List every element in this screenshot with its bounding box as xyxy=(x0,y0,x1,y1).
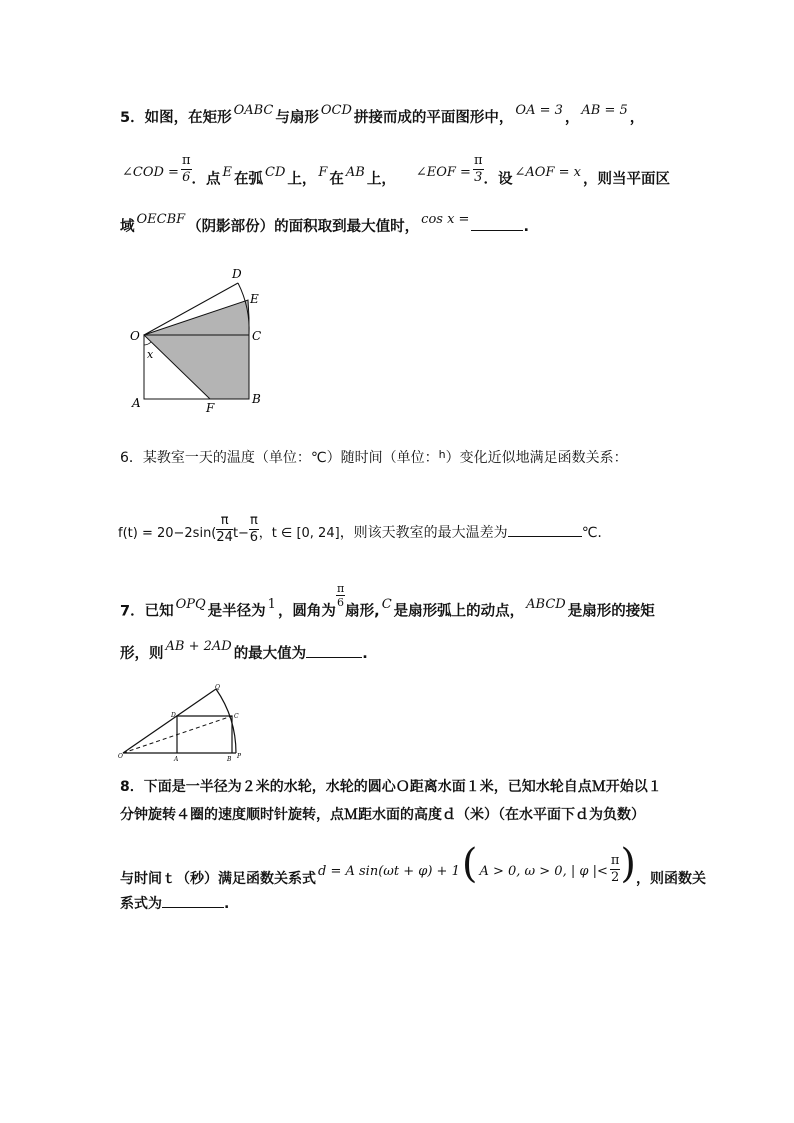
q7-text: . xyxy=(362,646,368,662)
label-Q: Q xyxy=(215,684,220,691)
answer-blank[interactable] xyxy=(471,216,523,231)
line-oq xyxy=(123,689,216,753)
math-cond: A > 0, ω > 0, | φ |< xyxy=(479,864,608,879)
frac-num: π xyxy=(181,153,191,168)
q5-text: ，则当平面区 xyxy=(582,171,670,188)
cond-paren-close: ) xyxy=(620,841,637,887)
q5-text: 拼接而成的平面图形中， xyxy=(353,110,514,126)
q8-line3 xyxy=(120,841,707,896)
q6-text: 6．某教室一天的温度（单位：℃）随时间（单位： xyxy=(120,450,439,466)
math-ab2: AB xyxy=(345,164,365,180)
frac-pi-6b xyxy=(249,513,259,546)
math-c: C xyxy=(381,596,392,612)
label-C: C xyxy=(252,329,262,343)
q7-text: 的最大值为 xyxy=(233,646,307,662)
q5-text: 与扇形 xyxy=(275,110,319,126)
label-O: O xyxy=(118,753,123,760)
math-opq: OPQ xyxy=(175,596,206,612)
label-B: B xyxy=(252,392,261,406)
frac-num: π xyxy=(336,582,345,595)
angle-x-arc xyxy=(144,342,151,345)
frac-den: 2 xyxy=(611,869,620,885)
q5-text: ， xyxy=(629,110,645,126)
answer-blank[interactable] xyxy=(508,522,582,537)
q7-text: ，圆角为 xyxy=(277,603,336,620)
q8-text: 分钟旋转４圈的速度顺时针旋转，点Ｍ距水面的高度ｄ（米）（在水平面下ｄ为负数） xyxy=(120,807,645,823)
label-P: P xyxy=(237,753,242,760)
rectangle-abcd xyxy=(177,716,232,753)
q7-text: 是扇形弧上的动点， xyxy=(393,603,525,620)
label-D: D xyxy=(171,712,176,719)
q8-text: ，则函数关 xyxy=(636,871,707,887)
q6-formula: f(t) = 20−2sin( xyxy=(118,526,217,541)
q6-formula: t− xyxy=(232,526,249,541)
q5-text: 5．如图，在矩形 xyxy=(120,110,232,126)
q7-line1 xyxy=(120,582,655,625)
math-expr: AB + 2AD xyxy=(165,639,232,654)
frac-num: π xyxy=(216,513,233,530)
math-ocd: OCD xyxy=(320,103,352,118)
frac-pi-6 xyxy=(181,153,192,186)
math-one: 1 xyxy=(267,596,276,612)
q7-text: 形，则 xyxy=(120,646,164,662)
q8-line2 xyxy=(120,805,645,825)
math-cod: ∠COD = xyxy=(122,164,179,180)
label-A: A xyxy=(132,396,141,410)
frac-pi-2 xyxy=(610,853,621,886)
math-eof: ∠EOF = xyxy=(415,164,471,180)
q8-line4 xyxy=(120,893,229,914)
q5-text: 上， xyxy=(287,171,317,188)
answer-blank[interactable] xyxy=(162,893,224,908)
math-oa: OA = 3 xyxy=(515,103,563,118)
unit-h: h xyxy=(438,448,446,461)
q8-text: 8．下面是一半径为２米的水轮，水轮的圆心Ｏ距离水面１米，已知水轮自点Ｍ开始以１ xyxy=(120,779,662,795)
arc-pq xyxy=(216,689,236,753)
q8-text: 与时间ｔ（秒）满足函数关系式 xyxy=(120,871,316,887)
q6-unit: ℃. xyxy=(581,525,602,541)
label-D: D xyxy=(232,267,242,281)
math-f: F xyxy=(318,164,328,180)
q6-domain: ，t ∈ [0, 24] xyxy=(258,526,340,541)
math-e: E xyxy=(222,164,232,180)
math-abcd: ABCD xyxy=(526,596,566,612)
q7-text: 扇形, xyxy=(345,603,380,620)
q5-text: 在弧 xyxy=(234,171,263,188)
q6-text: ，则该天教室的最大温差为 xyxy=(339,525,508,541)
math-cosx: cos x = xyxy=(421,212,470,227)
label-C: C xyxy=(234,713,239,720)
q7-line2 xyxy=(120,639,368,665)
q6-line2 xyxy=(118,513,602,556)
label-O: O xyxy=(130,329,140,343)
label-E: E xyxy=(250,292,259,306)
q8-line1 xyxy=(120,777,662,797)
frac-den: 24 xyxy=(216,530,233,545)
q7-text: 7．已知 xyxy=(120,603,174,620)
frac-den: 6 xyxy=(249,530,258,545)
q5-line2 xyxy=(120,153,670,196)
label-B: B xyxy=(227,756,232,763)
q8-text: 系式为 xyxy=(120,896,162,912)
frac-pi-6c xyxy=(336,582,345,609)
frac-num: π xyxy=(610,852,620,868)
q6-text: ）变化近似地满足函数关系： xyxy=(445,450,628,466)
math-ab: AB = 5 xyxy=(581,103,628,118)
q7-text: 是扇形的接矩 xyxy=(567,603,655,620)
q6-line1 xyxy=(120,448,628,469)
q7-text: 是半径为 xyxy=(207,603,266,620)
q5-text: ， xyxy=(564,110,580,126)
q5-text: ．点 xyxy=(191,171,221,188)
q5-text: 在 xyxy=(329,171,344,188)
frac-den: 3 xyxy=(474,170,483,185)
q8-text: . xyxy=(224,896,230,912)
frac-den: 6 xyxy=(182,170,191,185)
answer-blank[interactable] xyxy=(306,643,362,658)
q5-text: 上， xyxy=(366,171,396,188)
label-F: F xyxy=(206,401,215,415)
figure-sector-rectangle xyxy=(117,683,242,763)
q5-text: 域 xyxy=(120,219,135,235)
cond-paren-open: ( xyxy=(461,841,478,887)
math-formula: d = A sin(ωt + φ) + 1 xyxy=(318,864,460,879)
q5-text: （阴影部份）的面积取到最大值时， xyxy=(187,219,420,235)
figure-rectangle-sector xyxy=(128,265,268,415)
frac-pi-24 xyxy=(216,513,233,546)
frac-pi-3 xyxy=(473,153,484,186)
math-cd: CD xyxy=(265,164,286,180)
math-oecbf: OECBF xyxy=(136,212,186,227)
frac-num: π xyxy=(249,513,258,528)
math-oabc: OABC xyxy=(233,103,274,118)
label-A: A xyxy=(174,756,179,763)
q5-line1 xyxy=(120,103,645,129)
math-aof: ∠AOF = x xyxy=(514,164,581,180)
shaded-region xyxy=(144,300,249,399)
frac-den: 6 xyxy=(337,596,345,609)
label-x: x xyxy=(147,348,154,361)
q5-text: ．设 xyxy=(483,171,513,188)
q5-line3 xyxy=(120,212,529,238)
q5-text: . xyxy=(523,219,529,235)
frac-num: π xyxy=(473,153,483,168)
